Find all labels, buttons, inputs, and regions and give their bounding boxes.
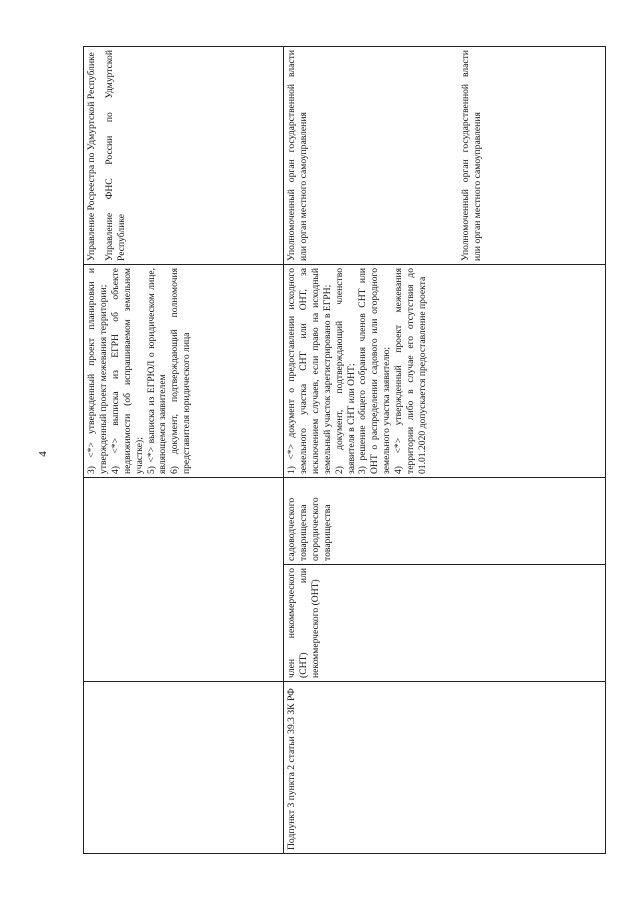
basis-cell xyxy=(84,682,284,854)
document-item: 3) решение общего собрания членов СНТ или ОНТ о распределении садового или огородного земельного участка заявителю; xyxy=(357,268,393,474)
documents-cell xyxy=(84,265,284,478)
documents-cell xyxy=(284,265,606,478)
table-row xyxy=(84,47,284,854)
applicant-cell: член некоммерческого (СНТ) или некоммерческого (ОНТ) xyxy=(284,565,606,682)
authority-item: Управление Росреестра по Удмуртской Республике xyxy=(86,52,97,261)
document-item: 4) <*> выписка из ЕГРН об объекте недвижимости (об испрашиваемом земельном участке); xyxy=(109,268,145,474)
authority-item: Управление ФНС России по Удмуртской Республике xyxy=(103,50,127,261)
rotated-table-wrapper xyxy=(83,47,606,854)
document-item: 3) <*> утвержденный проект планировки и утвержденный проект межевания территории; xyxy=(86,268,109,474)
authority-cell xyxy=(84,47,284,265)
document-item: 1) <*> документ о предоставлении исходного земельного участка СНТ или ОНТ, за исключением случаев, если право на исходный земельный участок зарегистрировано в ЕГРН; xyxy=(286,268,333,474)
table-row xyxy=(284,47,606,854)
page-number: 4 xyxy=(36,451,49,457)
document-item: 2) документ, подтверждающий членство заявителя в СНТ или ОНТ; xyxy=(333,268,357,474)
authority-cell xyxy=(284,47,606,265)
land-plot-cell: садоводческого товарищества огородического товарищества xyxy=(284,478,606,565)
authority-item: Уполномоченный орган государственной власти или орган местного самоуправления xyxy=(459,50,483,261)
document-item: 6) документ, подтверждающий полномочия представителя юридического лица xyxy=(169,268,193,474)
basis-cell: Подпункт 3 пункта 2 статьи 39.3 ЗК РФ xyxy=(284,682,606,854)
document-sheet xyxy=(83,47,606,854)
document-item: 4) <*> утвержденный проект межевания территории либо в случае его отсутствия до 01.01.2020 допускается предоставление проекта xyxy=(393,268,428,474)
requirements-table xyxy=(83,46,606,854)
applicant-cell xyxy=(84,478,284,682)
authority-item: Уполномоченный орган государственной власти или орган местного самоуправления xyxy=(286,50,309,261)
document-item: 5) <*> выписка из ЕГРЮЛ о юридическом лице, являющемся заявителем xyxy=(145,268,169,474)
